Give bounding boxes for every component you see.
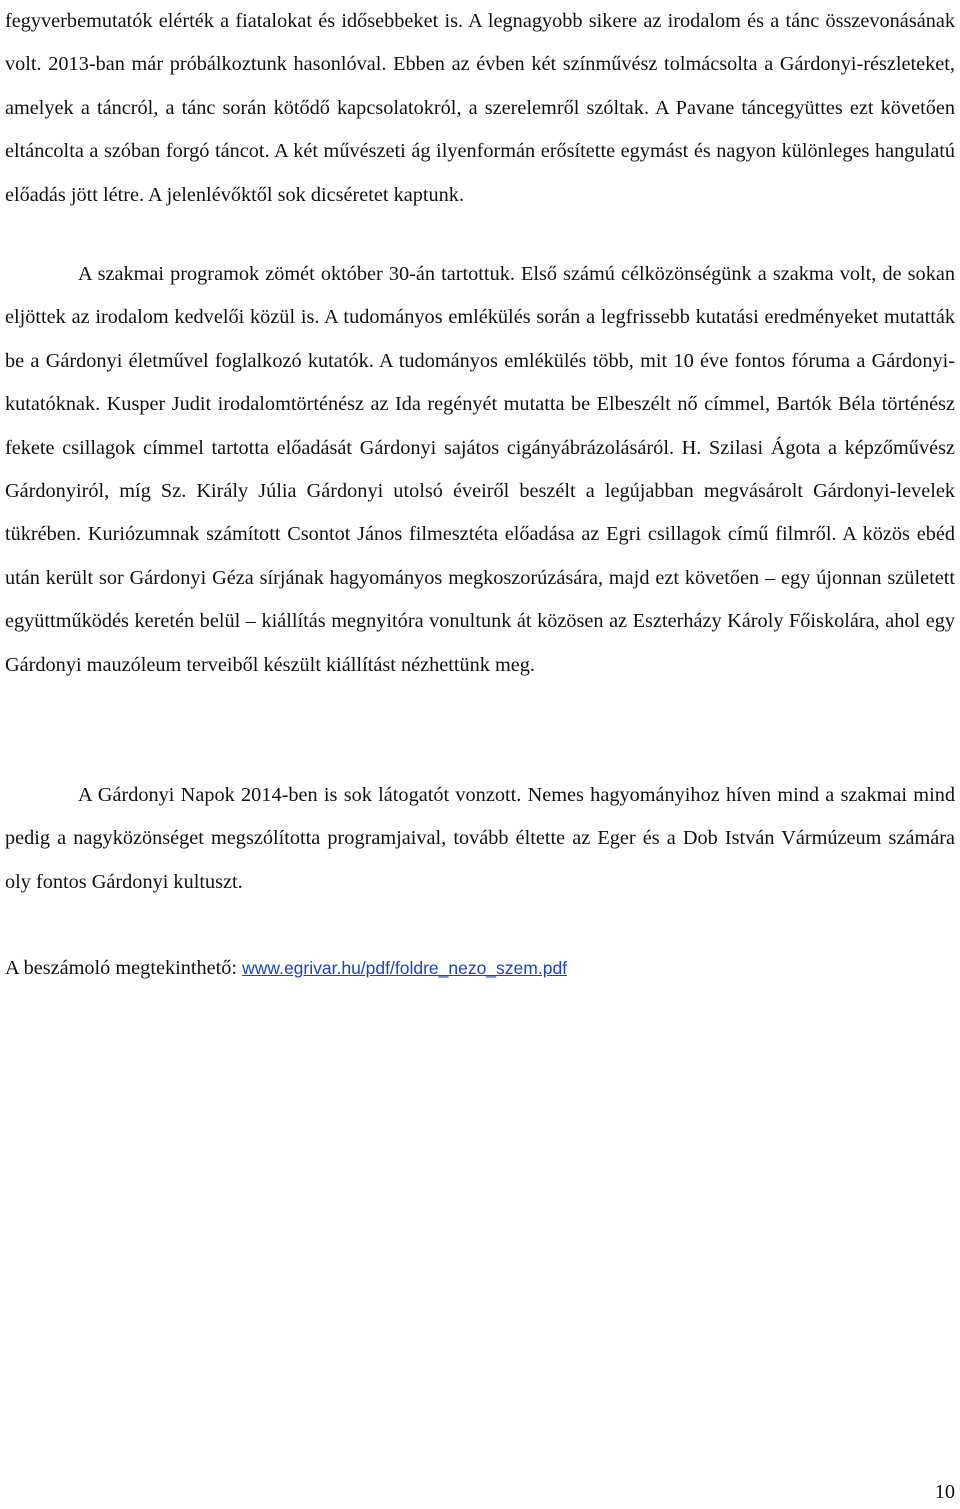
report-link[interactable]: www.egrivar.hu/pdf/foldre_nezo_szem.pdf [242,958,568,978]
paragraph-professional-programs: A szakmai programok zömét október 30-án tartottuk. Első számú célközönségünk a szakma volt, de sokan eljöttek az irodalom kedvelői közül is. A tudományos emlékülés során a legfrissebb kutatási eredményeket mutatták be a Gárdonyi életművel foglalkozó kutatók. A tudományos emlékülés több, mit 10 éve fontos fóruma a Gárdonyi-kutatóknak. Kusper Judit irodalomtörténész az Ida regényét mutatta be Elbeszélt nő címmel, Bartók Béla történész fekete csillagok címmel tartotta előadását Gárdonyi sajátos cigányábrázolásáról. H. Szilasi Ágota a képzőművész Gárdonyiról, míg Sz. Király Júlia Gárdonyi utolsó éveiről beszélt a legújabban megvásárolt Gárdonyi-levelek tükrében. Kuriózumnak számított Csontot János filmesztéta előadása az Egri csillagok című filmről. A közös ebéd után került sor Gárdonyi Géza sírjának hagyományos megkoszorúzására, majd ezt követően – egy újonnan született együttműködés keretén belül – kiállítás megnyitóra vonultunk át közösen az Eszterházy Károly Főiskolára, ahol egy Gárdonyi mauzóleum terveiből készült kiállítást nézhettünk meg. [5,263,955,676]
paragraph-dance-performance: fegyverbemutatók elérték a fiatalokat és idősebbeket is. A legnagyobb sikere az irodalom és a tánc összevonásának volt. 2013-ban már próbálkoztunk hasonlóval. Ebben az évben két színművész tolmácsolta a Gárdonyi-részleteket, amelyek a táncról, a tánc során kötődő kapcsolatokról, a szerelemről szóltak. A Pavane táncegyüttes ezt követően eltáncolta a szóban forgó táncot. A két művészeti ág ilyenformán erősítette egymást és nagyon különleges hangulatú előadás jött létre. A jelenlévőktől sok dicséretet kaptunk. [5,10,955,206]
paragraph-summary: A Gárdonyi Napok 2014-ben is sok látogatót vonzott. Nemes hagyományihoz híven mind a szakmai mind pedig a nagyközönséget megszólította programjaival, tovább éltette az Eger és a Dob István Vármúzeum számára oly fontos Gárdonyi kultuszt. [5,784,955,893]
report-line [5,952,567,984]
report-label: A beszámoló megtekinthető: [5,957,243,979]
page-number: 10 [934,1481,955,1503]
